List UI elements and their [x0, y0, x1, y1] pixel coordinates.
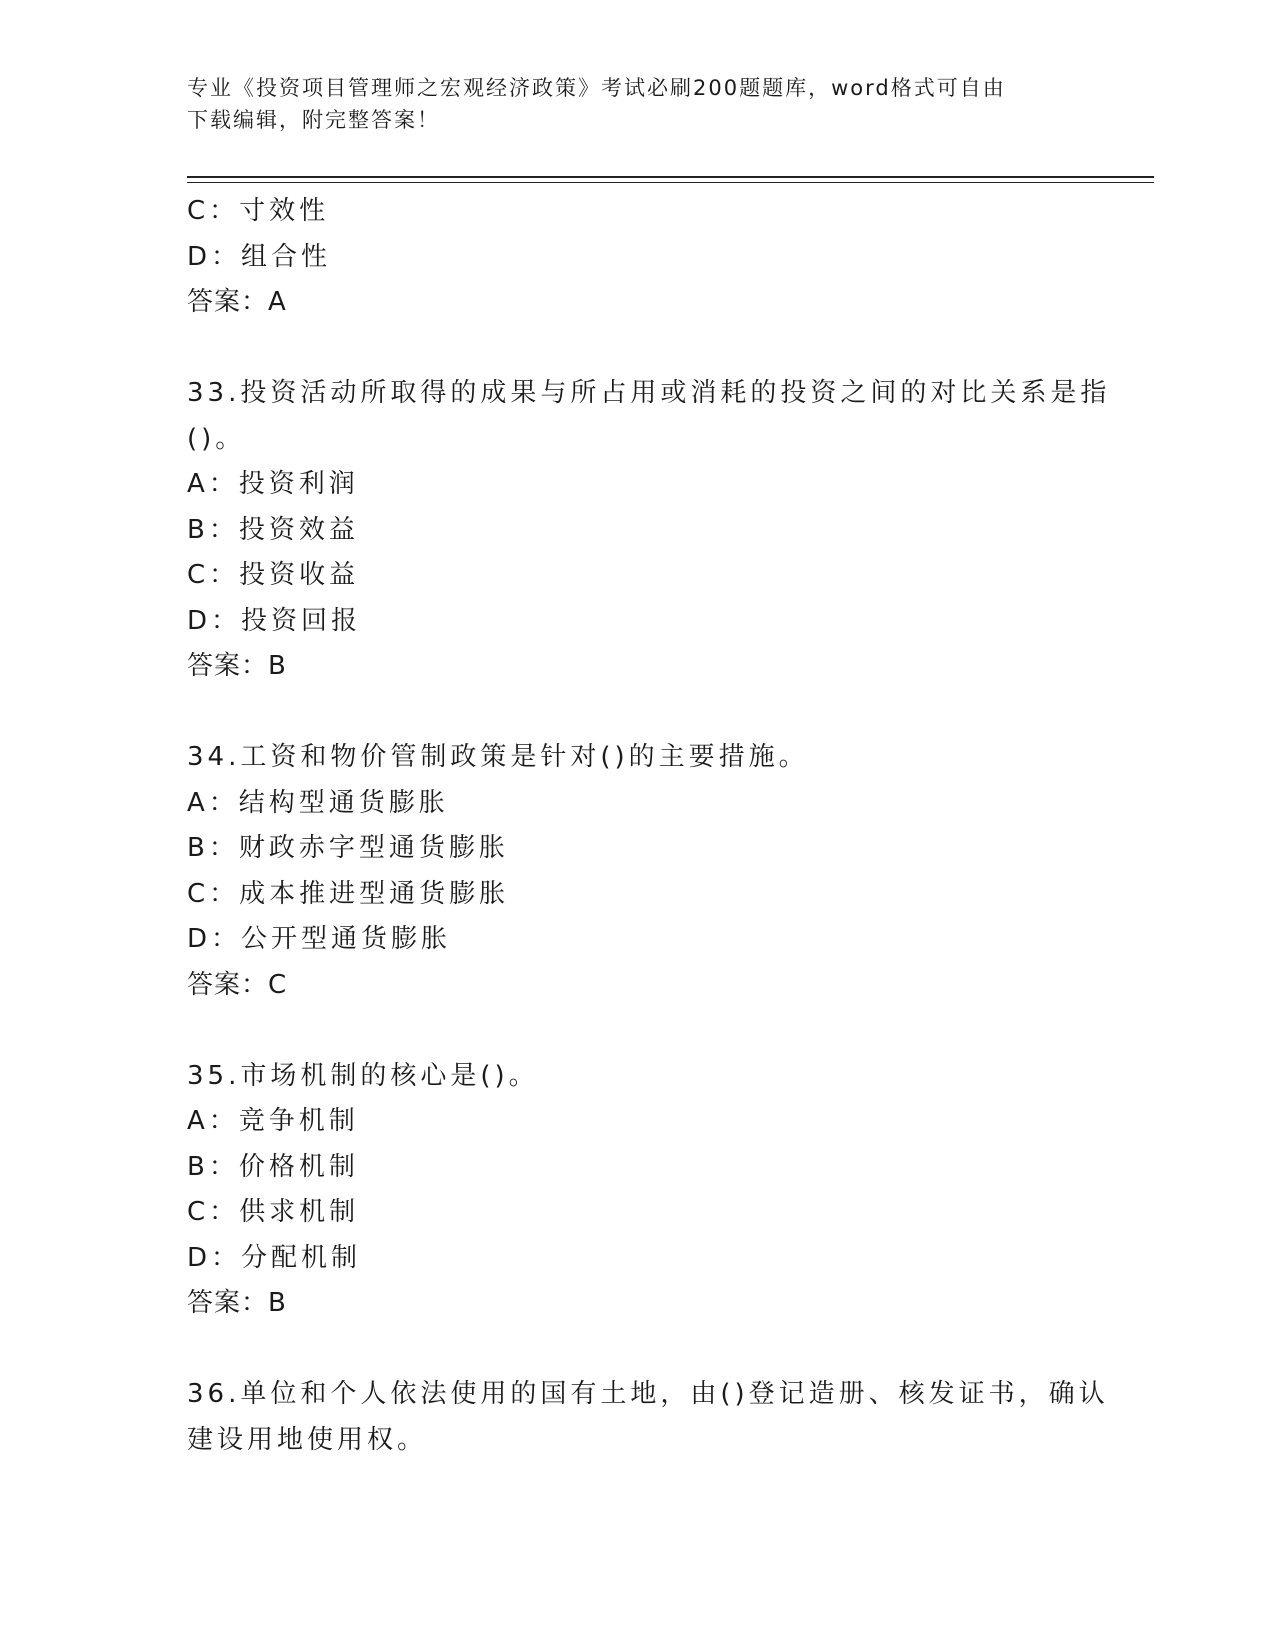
- spacer: [187, 1008, 1087, 1054]
- option-d: D：投资回报: [187, 605, 362, 636]
- option-d: D：分配机制: [187, 1242, 362, 1273]
- option-a: A：竞争机制: [187, 1106, 359, 1136]
- question-stem: 建设用地使用权。: [187, 1424, 428, 1455]
- question-33: [187, 371, 1111, 690]
- question-32-tail: [187, 189, 1087, 326]
- option-c: C：寸效性: [187, 196, 330, 226]
- question-34: [187, 735, 1087, 1008]
- option-c: C：投资收益: [187, 560, 360, 590]
- option-b: B：财政赤字型通货膨胀: [187, 833, 509, 863]
- answer-line: 答案：B: [187, 1288, 287, 1318]
- header-divider-thin: [187, 182, 1154, 183]
- option-d: D：组合性: [187, 241, 332, 272]
- option-a: A：投资利润: [187, 469, 359, 499]
- header-title-line-1: 专业《投资项目管理师之宏观经济政策》考试必刷200题题库，word格式可自由: [187, 76, 1006, 100]
- option-b: B：投资效益: [187, 514, 359, 545]
- option-c: C：成本推进型通货膨胀: [187, 878, 510, 909]
- question-stem: 34.工资和物价管制政策是针对()的主要措施。: [187, 742, 809, 772]
- spacer: [187, 690, 1087, 736]
- document-header: [187, 72, 1087, 136]
- header-title-line-2: 下载编辑，附完整答案！: [187, 108, 440, 132]
- header-divider: [187, 176, 1154, 178]
- spacer: [187, 326, 1087, 372]
- question-stem: 35.市场机制的核心是()。: [187, 1060, 539, 1091]
- question-stem: 33.投资活动所取得的成果与所占用或消耗的投资之间的对比关系是指: [187, 378, 1111, 408]
- option-c: C：供求机制: [187, 1197, 360, 1227]
- question-stem: 36.单位和个人依法使用的国有土地，由()登记造册、核发证书，确认: [187, 1379, 1109, 1409]
- option-b: B：价格机制: [187, 1151, 359, 1182]
- option-d: D：公开型通货膨胀: [187, 924, 452, 954]
- question-stem: ()。: [187, 423, 246, 454]
- question-list: [187, 189, 1111, 1463]
- option-a: A：结构型通货膨胀: [187, 787, 449, 818]
- spacer: [187, 1327, 1087, 1373]
- question-35: [187, 1054, 1087, 1327]
- answer-line: 答案：B: [187, 651, 287, 681]
- question-36: [187, 1372, 1109, 1463]
- answer-line: 答案：A: [187, 287, 287, 317]
- answer-line: 答案：C: [187, 969, 288, 1000]
